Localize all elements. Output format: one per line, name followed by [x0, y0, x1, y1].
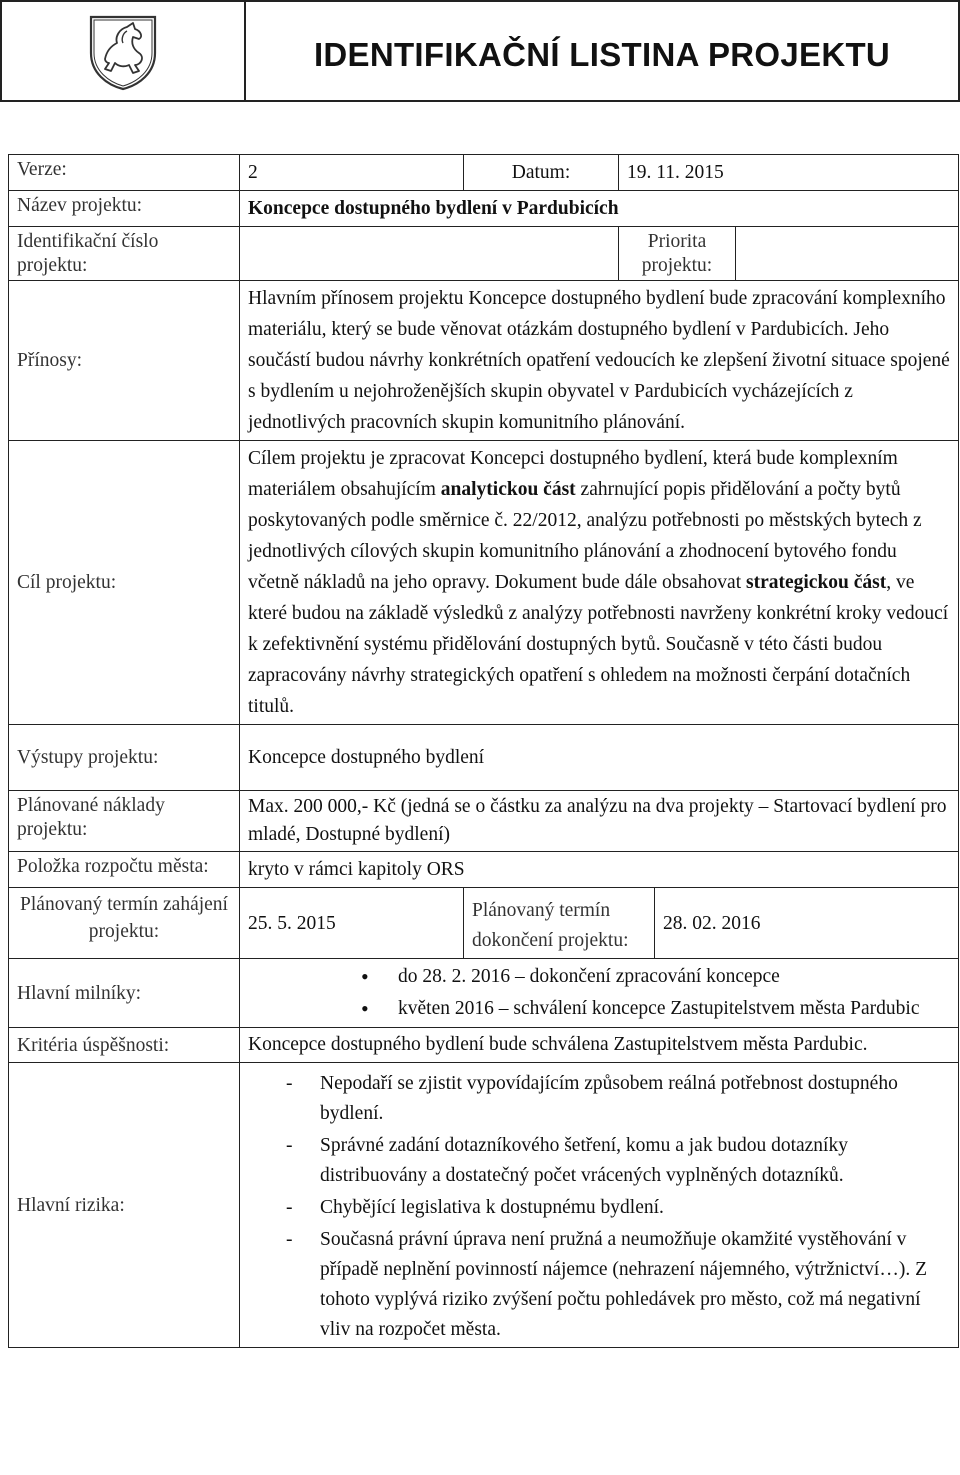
row-terminy	[9, 888, 959, 959]
zahajeni-value: 25. 5. 2015	[240, 888, 464, 959]
datum-label: Datum:	[464, 155, 619, 191]
polozka-label: Položka rozpočtu města:	[9, 852, 240, 888]
cil-text-part2: zahrnující popis přidělování a počty bytů poskytovaných podle směrnice č. 22/2012, analýzu potřebnosti po městských bytech z jednotlivých cílových skupin komunitního plánování a zhodnocení bytového fondu včetně nákladů na jeho opravy. Dokument bude dále obsahovat	[248, 479, 922, 593]
vystupy-label: Výstupy projektu:	[9, 725, 240, 791]
milnik-item: • květen 2016 – schválení koncepce Zastupitelstvem města Pardubic	[398, 993, 950, 1025]
logo	[2, 2, 246, 100]
prinosy-label: Přínosy:	[9, 281, 240, 441]
project-identification-table	[8, 154, 959, 1348]
row-identifikace	[9, 227, 959, 281]
priorita-label: Priorita projektu:	[619, 227, 736, 281]
prinosy-text: Hlavním přínosem projektu Koncepce dostupného bydlení bude zpracování komplexního materiálu, který se bude věnovat otázkám dostupného bydlení v Pardubicích. Jeho součástí budou návrhy konkrétních opatření vedoucích ke zlepšení životní situace spojené s bydlením u nejohroženějších skupin obyvatel v Pardubicích vycházejících z jednotlivých pracovních skupin komunitního plánování.	[240, 281, 959, 441]
milniky-label: Hlavní milníky:	[9, 959, 240, 1028]
verze-label: Verze:	[9, 155, 240, 191]
row-naklady	[9, 791, 959, 852]
row-milniky	[9, 959, 959, 1028]
polozka-value: kryto v rámci kapitoly ORS	[240, 852, 959, 888]
naklady-label: Plánované náklady projektu:	[9, 791, 240, 852]
nazev-label: Název projektu:	[9, 191, 240, 227]
riziko-item: - Chybějící legislativa k dostupnému bydlení.	[320, 1193, 950, 1223]
cil-analyticka-cast: analytickou část	[440, 479, 576, 500]
datum-value: 19. 11. 2015	[619, 155, 959, 191]
naklady-value: Max. 200 000,- Kč (jedná se o částku za analýzu na dva projekty – Startovací bydlení pro mladé, Dostupné bydlení)	[240, 791, 959, 852]
milnik-item: • do 28. 2. 2016 – dokončení zpracování koncepce	[398, 961, 950, 993]
rizika-value	[240, 1063, 959, 1348]
document-title: IDENTIFIKAČNÍ LISTINA PROJEKTU	[313, 36, 891, 73]
cil-label: Cíl projektu:	[9, 441, 240, 725]
id-label: Identifikační číslo projektu:	[9, 227, 240, 281]
heraldic-horse-shield-icon	[81, 9, 165, 93]
row-cil	[9, 441, 959, 725]
row-polozka	[9, 852, 959, 888]
dokonceni-label: Plánovaný termín dokončení projektu:	[464, 888, 655, 959]
milniky-value	[240, 959, 959, 1028]
row-rizika	[9, 1063, 959, 1348]
kriteria-value: Koncepce dostupného bydlení bude schválena Zastupitelstvem města Pardubic.	[240, 1028, 959, 1063]
rizika-list	[248, 1069, 950, 1345]
cil-text-part1: Cílem projektu je zpracovat Koncepci dostupného bydlení, která bude komplexním materiálem obsahujícím	[248, 448, 898, 500]
rizika-label: Hlavní rizika:	[9, 1063, 240, 1348]
riziko-item: - Správné zadání dotazníkového šetření, komu a jak budou dotazníky distribuovány a dostatečný počet vrácených vyplněných dotazníků.	[320, 1131, 950, 1191]
priorita-value	[736, 227, 959, 281]
vystupy-value: Koncepce dostupného bydlení	[240, 725, 959, 791]
riziko-item: - Nepodaří se zjistit vypovídajícím způsobem reálná potřebnost dostupného bydlení.	[320, 1069, 950, 1129]
document-header	[0, 0, 960, 102]
zahajeni-label: Plánovaný termín zahájení projektu:	[9, 888, 240, 959]
verze-value: 2	[240, 155, 464, 191]
id-value	[240, 227, 619, 281]
row-prinosy	[9, 281, 959, 441]
row-vystupy	[9, 725, 959, 791]
row-verze	[9, 155, 959, 191]
kriteria-label: Kritéria úspěšnosti:	[9, 1028, 240, 1063]
dokonceni-value: 28. 02. 2016	[655, 888, 959, 959]
row-nazev	[9, 191, 959, 227]
milniky-list	[248, 961, 950, 1025]
nazev-value: Koncepce dostupného bydlení v Pardubicích	[240, 191, 959, 227]
cil-text-part3: , ve které budou na základě výsledků z analýzy potřebnosti navrženy konkrétní kroky vedoucí k zefektivnění systému přidělování dostupných bytů. Současně v této části budou zapracovány návrhy strategických opatření s ohledem na možnosti čerpání dotačních titulů.	[248, 572, 949, 717]
cil-strategicka-cast: strategickou část	[746, 572, 887, 593]
row-kriteria	[9, 1028, 959, 1063]
riziko-item: - Současná právní úprava není pružná a neumožňuje okamžité vystěhování v případě neplnění povinností nájemce (nehrazení nájemného, výtržnictví…). Z tohoto vyplývá riziko zvýšení počtu pohledávek pro město, což má negativní vliv na rozpočet města.	[320, 1225, 950, 1345]
cil-text	[240, 441, 959, 725]
